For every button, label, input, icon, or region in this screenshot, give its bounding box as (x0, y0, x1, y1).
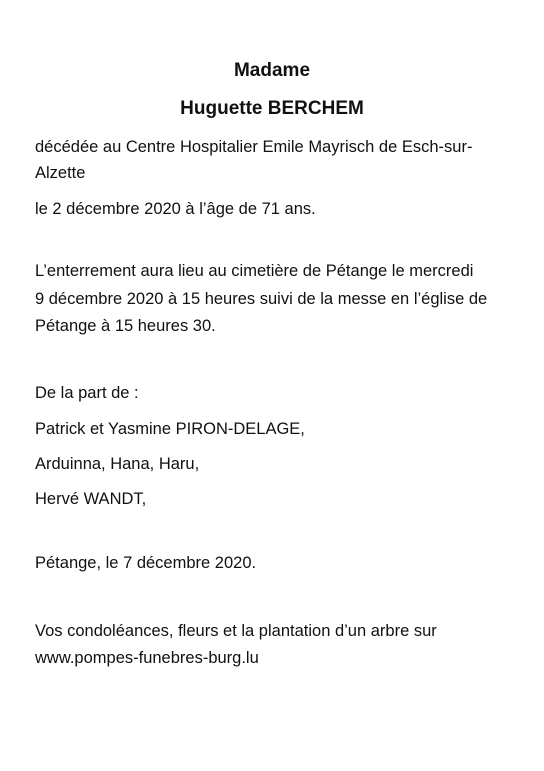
deceased-name: Huguette BERCHEM (180, 98, 364, 119)
notice-title: Madame (233, 60, 311, 81)
funeral-line-2: 9 décembre 2020 à 15 heures suivi de la messe en l’église de (35, 290, 488, 308)
death-place-line-1: décédée au Centre Hospitalier Emile Mayrisch de Esch-sur- (35, 138, 473, 156)
place-date-line: Pétange, le 7 décembre 2020. (35, 554, 257, 572)
family-member-line: Arduinna, Hana, Haru, (35, 455, 200, 473)
family-member-line: Patrick et Yasmine PIRON-DELAGE, (35, 420, 305, 438)
family-member-line: Hervé WANDT, (35, 490, 147, 508)
condolences-line: Vos condoléances, fleurs et la plantation d’un arbre sur (35, 622, 437, 640)
funeral-line-1: L’enterrement aura lieu au cimetière de Pétange le mercredi (35, 262, 474, 280)
death-date-line: le 2 décembre 2020 à l’âge de 71 ans. (35, 200, 316, 218)
website-link[interactable]: www.pompes-funebres-burg.lu (35, 649, 259, 667)
from-label: De la part de : (35, 384, 139, 402)
death-place-line-2: Alzette (35, 164, 86, 182)
funeral-line-3: Pétange à 15 heures 30. (35, 317, 216, 335)
